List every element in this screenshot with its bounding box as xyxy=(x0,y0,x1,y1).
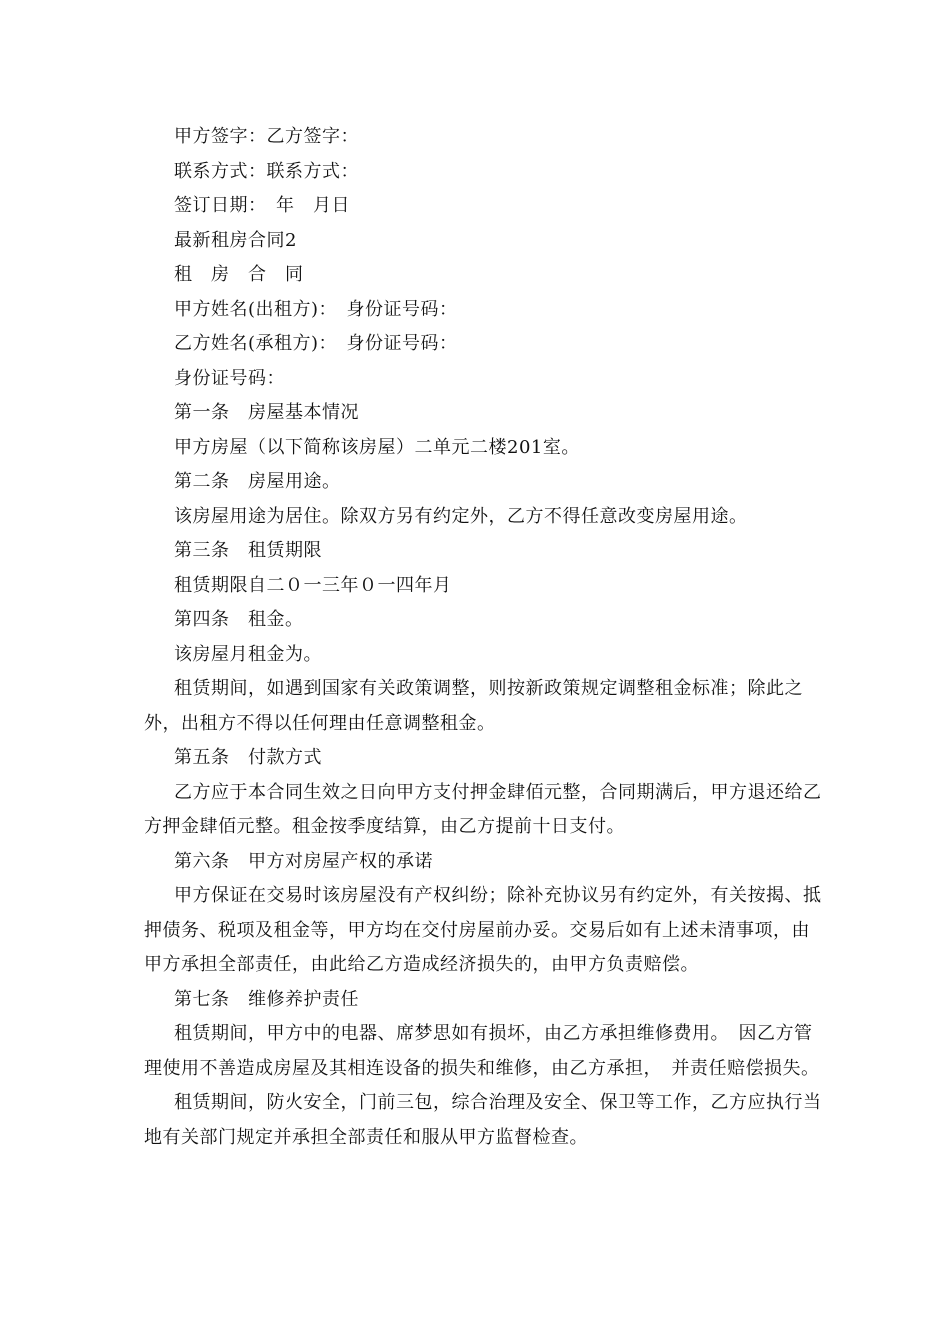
id-number-line: 身份证号码： xyxy=(174,367,285,389)
article-3-heading: 第三条 租赁期限 xyxy=(174,540,322,561)
article-1-text: 甲方房屋（以下简称该房屋）二单元二楼201室。 xyxy=(174,436,580,458)
article-5-heading: 第五条 付款方式 xyxy=(174,747,322,768)
signature-line: 甲方签字：乙方签字： xyxy=(174,126,359,147)
article-2-heading: 第二条 房屋用途。 xyxy=(174,471,341,492)
contact-line: 联系方式：联系方式： xyxy=(174,160,359,182)
contract-title: 租 房 合 同 xyxy=(174,264,304,285)
article-7-safety-text: 租赁期间，防火安全，门前三包，综合治理及安全、保卫等工作，乙方应执行当地有关部门规定并承担全部责任和服从甲方监督检查。 xyxy=(144,1092,822,1148)
article-3-text: 租赁期限自二０一三年０一四年月 xyxy=(174,574,452,596)
party-a-line: 甲方姓名(出租方)： 身份证号码： xyxy=(174,298,458,320)
party-b-line: 乙方姓名(承租方)： 身份证号码： xyxy=(174,333,458,354)
article-5-text: 乙方应于本合同生效之日向甲方支付押金肆佰元整，合同期满后，甲方退还给乙方押金肆佰元整。租金按季度结算，由乙方提前十日支付。 xyxy=(144,781,822,837)
sign-date-line: 签订日期： 年 月日 xyxy=(174,195,350,216)
article-4-text: 该房屋月租金为。 xyxy=(174,643,322,665)
contract-body xyxy=(144,120,824,1155)
article-7-text: 租赁期间，甲方中的电器、席梦思如有损坏，由乙方承担维修费用。 因乙方管理使用不善造成房屋及其相连设备的损失和维修，由乙方承担， 并责任赔偿损失。 xyxy=(144,1023,820,1079)
article-7-heading: 第七条 维修养护责任 xyxy=(174,988,359,1010)
article-4-heading: 第四条 租金。 xyxy=(174,609,304,630)
article-2-text: 该房屋用途为居住。除双方另有约定外，乙方不得任意改变房屋用途。 xyxy=(174,505,748,527)
article-6-text: 甲方保证在交易时该房屋没有产权纠纷；除补充协议另有约定外，有关按揭、抵押债务、税项及租金等，甲方均在交付房屋前办妥。交易后如有上述未清事项，由甲方承担全部责任，由此给乙方造成经济损失的，由甲方负责赔偿。 xyxy=(144,885,822,975)
article-4-adjustment-text: 租赁期间，如遇到国家有关政策调整，则按新政策规定调整租金标准；除此之外，出租方不得以任何理由任意调整租金。 xyxy=(144,678,803,734)
section-title: 最新租房合同2 xyxy=(174,229,297,251)
article-1-heading: 第一条 房屋基本情况 xyxy=(174,402,359,423)
article-6-heading: 第六条 甲方对房屋产权的承诺 xyxy=(174,850,433,872)
